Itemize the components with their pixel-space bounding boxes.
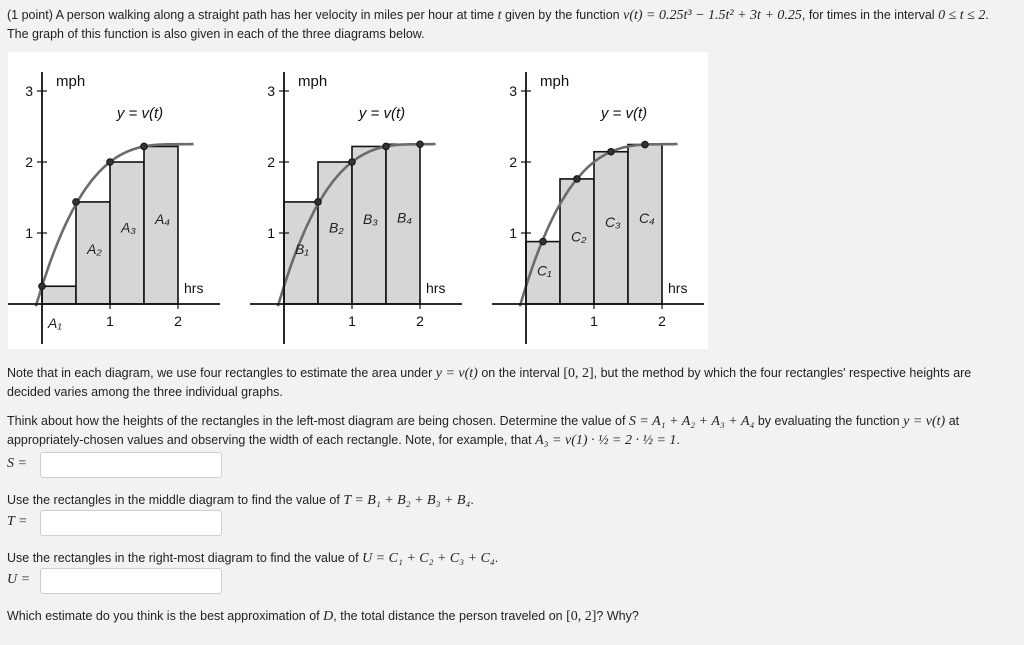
note-paragraph (7, 364, 1012, 401)
think-text: by evaluating the function (757, 414, 900, 428)
sample-point (141, 143, 148, 150)
u-answer-row (7, 568, 247, 596)
diagram-right (492, 52, 706, 349)
note-text: Note that in each diagram, we use four rectangles to estimate the area under (7, 366, 433, 380)
x-tick-label: 1 (348, 313, 356, 329)
y-tick-label: 1 (509, 225, 517, 241)
think-text: at appropriately-chosen values and observing the width of each rectangle. Note, for example, that (7, 414, 960, 447)
y-tick-label: 3 (267, 83, 275, 99)
final-question-text: Which estimate do you think is the best approximation of (7, 609, 320, 623)
middle-question-end: . (470, 493, 474, 507)
think-text: Think about how the heights of the rectangles in the left-most diagram are being chosen. Determine the value of (7, 414, 626, 428)
y-unit-label: mph (56, 73, 86, 90)
sample-point (39, 283, 46, 290)
x-unit-label: hrs (426, 280, 446, 296)
u-label: U = (7, 572, 31, 587)
y-tick-label: 1 (25, 225, 33, 241)
points-label: (1 point) (7, 8, 53, 22)
note-equation: y = v(t) (435, 366, 478, 381)
intro-text: A person walking along a straight path has her velocity in miles per hour at time (55, 8, 495, 22)
y-tick-label: 1 (267, 225, 275, 241)
sample-point (73, 199, 80, 206)
diagram-middle (250, 52, 464, 349)
y-tick-label: 3 (25, 83, 33, 99)
s-answer-row (7, 452, 247, 480)
final-question-text: ? Why? (596, 609, 639, 623)
intro-text: given by the function (504, 8, 620, 22)
rect-label: B₄ (397, 209, 412, 226)
sample-point (574, 176, 581, 183)
curve-label: y = v(t) (116, 105, 164, 122)
x-tick-label: 1 (590, 313, 598, 329)
think-equation: y = v(t) (903, 414, 946, 429)
u-sum-expression: U = C₁ + C₂ + C₃ + C₄ (362, 551, 495, 566)
final-question (7, 607, 907, 626)
y-tick-label: 2 (25, 154, 33, 170)
sample-point (608, 148, 615, 155)
velocity-function: v(t) = 0.25t³ − 1.5t² + 3t + 0.25 (623, 8, 802, 23)
sample-point (383, 143, 390, 150)
x-tick-label: 2 (416, 313, 424, 329)
riemann-rect (42, 286, 76, 304)
rect-label: A₂ (87, 240, 102, 257)
y-unit-label: mph (540, 73, 570, 90)
final-interval: [0, 2] (566, 609, 597, 624)
x-unit-label: hrs (668, 280, 688, 296)
u-answer-input[interactable] (40, 568, 222, 594)
right-question-text: Use the rectangles in the right-most diagram to find the value of (7, 551, 359, 565)
sample-point (107, 159, 114, 166)
note-interval: [0, 2] (563, 366, 594, 381)
right-question-end: . (494, 551, 499, 565)
rect-label: A₁ (48, 315, 62, 331)
rect-label: A₄ (155, 210, 170, 227)
x-unit-label: hrs (184, 280, 204, 296)
middle-question (7, 491, 907, 510)
t-label: T = (7, 514, 28, 529)
t-answer-row (7, 510, 247, 538)
final-question-text: , the total distance the person traveled on (333, 609, 563, 623)
sample-point (315, 199, 322, 206)
rect-label: B₂ (329, 219, 344, 236)
diagrams-panel (8, 52, 708, 349)
problem-intro (7, 6, 1007, 43)
x-tick-label: 1 (106, 313, 114, 329)
rect-label: A₃ (121, 219, 136, 236)
time-interval: 0 ≤ t ≤ 2 (938, 8, 986, 23)
think-paragraph (7, 412, 1012, 450)
diagram-left (8, 52, 222, 349)
t-sum-expression: T = B₁ + B₂ + B₃ + B₄ (343, 493, 471, 508)
d-symbol: D (323, 609, 334, 624)
s-label: S = (7, 456, 27, 471)
s-answer-input[interactable] (40, 452, 222, 478)
curve-label: y = v(t) (600, 105, 648, 122)
t-answer-input[interactable] (40, 510, 222, 536)
rect-label: B₃ (363, 210, 378, 227)
note-text: on the interval (481, 366, 560, 380)
rect-label: C₄ (639, 209, 655, 226)
y-tick-label: 2 (267, 154, 275, 170)
rect-label: C₁ (537, 262, 552, 279)
sample-point (417, 141, 424, 148)
think-text: . (676, 433, 680, 447)
x-tick-label: 2 (658, 313, 666, 329)
y-unit-label: mph (298, 73, 328, 90)
intro-text: , for times in the interval (801, 8, 935, 22)
middle-question-text: Use the rectangles in the middle diagram to find the value of (7, 493, 340, 507)
a3-example: A₃ = v(1) · ½ = 2 · ½ = 1 (535, 433, 677, 448)
rect-label: C₂ (571, 228, 587, 245)
rect-label: B₁ (295, 240, 309, 257)
curve-label: y = v(t) (358, 105, 406, 122)
sample-point (349, 159, 356, 166)
note-text: , but the method by which the four rectangles' respective heights are decided varies among the three individual graphs. (7, 366, 972, 399)
intro-text: . The graph of this function is also given in each of the three diagrams below. (7, 8, 989, 41)
s-sum-expression: S = A₁ + A₂ + A₃ + A₄ (628, 414, 755, 429)
sample-point (642, 141, 649, 148)
t-symbol: t (497, 8, 502, 23)
y-tick-label: 2 (509, 154, 517, 170)
sample-point (540, 238, 547, 245)
right-question (7, 549, 907, 568)
y-tick-label: 3 (509, 83, 517, 99)
rect-label: C₃ (605, 213, 621, 230)
x-tick-label: 2 (174, 313, 182, 329)
